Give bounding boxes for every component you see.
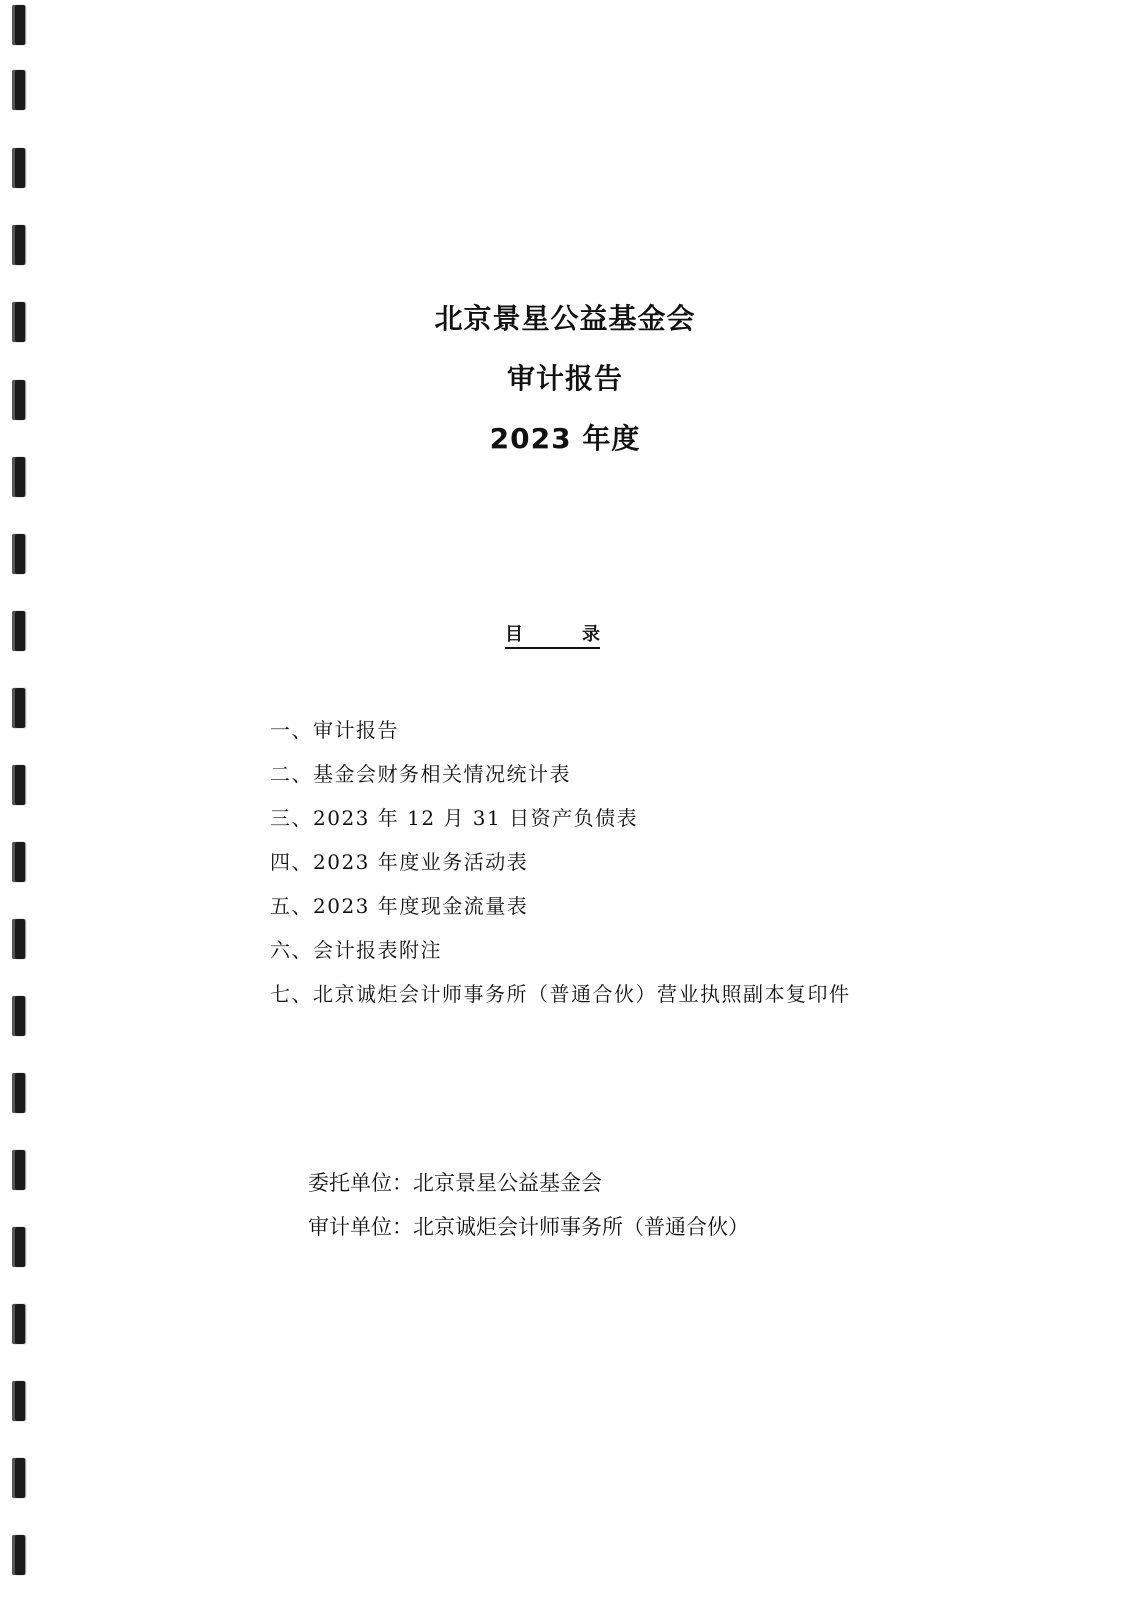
binding-hole xyxy=(12,688,25,728)
signature-block xyxy=(308,1170,749,1258)
toc-item: 六、会计报表附注 xyxy=(270,938,442,962)
report-type-title: 审计报告 xyxy=(506,362,623,395)
toc-list xyxy=(270,718,851,1026)
toc-heading-right: 录 xyxy=(582,624,600,645)
toc-heading-left: 目 xyxy=(505,624,523,645)
client-line: 委托单位：北京景星公益基金会 xyxy=(308,1171,602,1195)
binding-hole xyxy=(12,1073,25,1113)
binding-hole xyxy=(12,225,25,265)
org-name-title: 北京景星公益基金会 xyxy=(434,302,696,335)
auditor-line: 审计单位：北京诚炬会计师事务所（普通合伙） xyxy=(308,1215,749,1239)
binding-hole xyxy=(12,996,25,1036)
toc-item: 七、北京诚炬会计师事务所（普通合伙）营业执照副本复印件 xyxy=(270,982,851,1006)
binding-hole xyxy=(12,611,25,651)
binding-hole xyxy=(12,148,25,188)
binding-hole xyxy=(12,1458,25,1498)
binding-hole xyxy=(12,70,25,110)
toc-item: 一、审计报告 xyxy=(270,718,399,742)
toc-heading xyxy=(505,624,600,649)
toc-item: 二、基金会财务相关情况统计表 xyxy=(270,762,571,786)
binding-hole xyxy=(12,842,25,882)
binding-hole xyxy=(12,1535,25,1575)
binding-hole xyxy=(12,5,25,45)
report-year-title: 2023 年度 xyxy=(489,422,641,455)
toc-item: 四、2023 年度业务活动表 xyxy=(270,850,529,874)
toc-item: 三、2023 年 12 月 31 日资产负债表 xyxy=(270,806,639,830)
binding-hole xyxy=(12,457,25,497)
binding-hole xyxy=(12,1381,25,1421)
binding-strip xyxy=(8,0,32,1600)
binding-hole xyxy=(12,1304,25,1344)
binding-hole xyxy=(12,1150,25,1190)
toc-item: 五、2023 年度现金流量表 xyxy=(270,894,529,918)
binding-hole xyxy=(12,919,25,959)
binding-hole xyxy=(12,1227,25,1267)
binding-hole xyxy=(12,534,25,574)
binding-hole xyxy=(12,765,25,805)
